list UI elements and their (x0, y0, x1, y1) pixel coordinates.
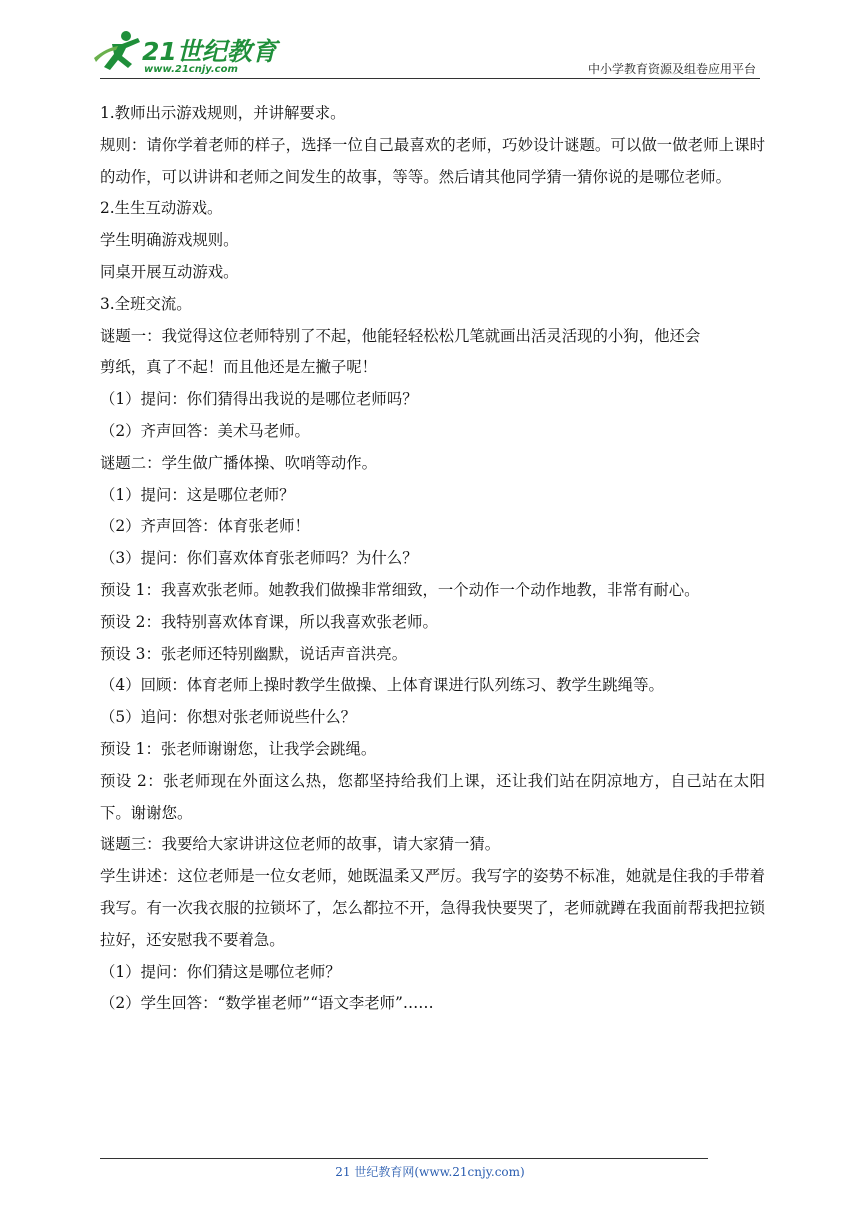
page-header (0, 0, 860, 85)
paragraph: 预设 1：我喜欢张老师。她教我们做操非常细致，一个动作一个动作地教，非常有耐心。 (100, 580, 700, 599)
paragraph: （2）学生回答：“数学崔老师”“语文李老师”…… (100, 994, 434, 1013)
paragraph: 预设 3：张老师还特别幽默，说话声音洪亮。 (100, 644, 408, 663)
footer-divider (100, 1158, 708, 1159)
paragraph: （4）回顾：体育老师上操时教学生做操、上体育课进行队列练习、教学生跳绳等。 (100, 676, 664, 695)
paragraph: （3）提问：你们喜欢体育张老师吗？为什么？ (100, 549, 418, 568)
paragraph: （1）提问：你们猜得出我说的是哪位老师吗？ (100, 390, 418, 409)
paragraph: 学生明确游戏规则。 (100, 231, 239, 250)
paragraph: 预设 2：张老师现在外面这么热，您都坚持给我们上课，还让我们站在阴凉地方，自己站在太阳下。谢谢您。 (100, 771, 765, 822)
logo-text: 21世纪教育 (142, 37, 277, 66)
paragraph: 2.生生互动游戏。 (100, 199, 223, 218)
paragraph: 谜题三：我要给大家讲讲这位老师的故事，请大家猜一猜。 (100, 835, 501, 854)
logo-url: www.21cnjy.com (144, 64, 238, 75)
footer-link[interactable]: 21 世纪教育网(www.21cnjy.com) (335, 1165, 525, 1179)
paragraph: （5）追问：你想对张老师说些什么？ (100, 708, 357, 727)
paragraph: 剪纸，真了不起！而且他还是左撇子呢！ (100, 358, 378, 377)
paragraph: 预设 2：我特别喜欢体育课，所以我喜欢张老师。 (100, 612, 438, 631)
paragraph: 谜题一：我觉得这位老师特别了不起，他能轻轻松松几笔就画出活灵活现的小狗，他还会 (100, 326, 701, 345)
header-divider (100, 78, 760, 79)
paragraph: 同桌开展互动游戏。 (100, 262, 239, 281)
paragraph: 预设 1：张老师谢谢您，让我学会跳绳。 (100, 739, 377, 758)
paragraph: 1.教师出示游戏规则，并讲解要求。 (100, 104, 346, 122)
paragraph: （2）齐声回答：美术马老师。 (100, 421, 310, 440)
paragraph: （1）提问：你们猜这是哪位老师？ (100, 962, 341, 981)
paragraph: （2）齐声回答：体育张老师！ (100, 517, 310, 536)
header-platform-text: 中小学教育资源及组卷应用平台 (587, 62, 756, 76)
logo (92, 30, 277, 80)
runner-icon (92, 30, 144, 76)
paragraph: （1）提问：这是哪位老师？ (100, 485, 295, 504)
paragraph: 规则：请你学着老师的样子，选择一位自己最喜欢的老师，巧妙设计谜题。可以做一做老师上课时的动作，可以讲讲和老师之间发生的故事，等等。然后请其他同学猜一猜你说的是哪位老师。 (100, 135, 765, 186)
document-body (100, 98, 765, 1020)
paragraph: 3.全班交流。 (100, 294, 192, 313)
paragraph: 学生讲述：这位老师是一位女老师，她既温柔又严厉。我写字的姿势不标准，她就是住我的手带着我写。有一次我衣服的拉锁坏了，怎么都拉不开，急得我快要哭了，老师就蹲在我面前帮我把拉锁拉好，还安慰我不要着急。 (100, 867, 765, 949)
paragraph: 谜题二：学生做广播体操、吹哨等动作。 (100, 453, 378, 472)
